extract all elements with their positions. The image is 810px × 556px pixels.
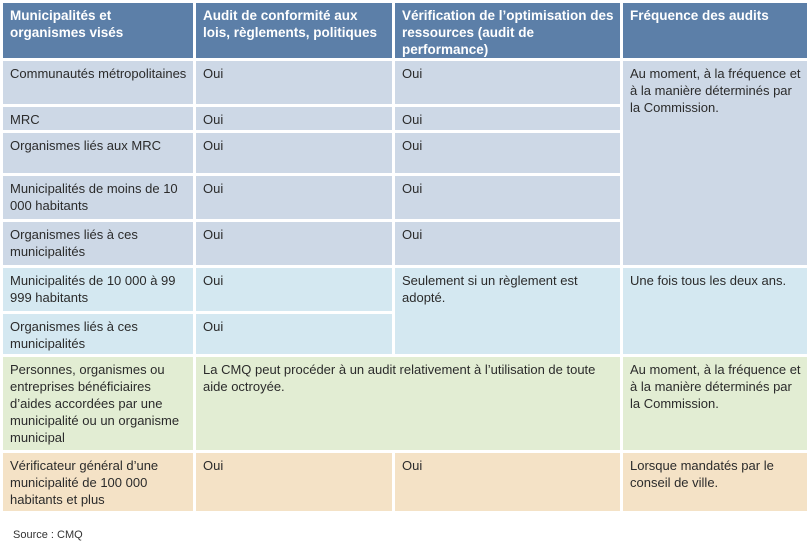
conformite-cell: Oui: [196, 61, 392, 104]
source-note: Source : CMQ: [13, 529, 83, 541]
conformite-cell: Oui: [196, 107, 392, 130]
entity-cell: Communautés métropolitaines: [3, 61, 193, 104]
entity-cell: Municipalités de 10 000 à 99 999 habitants: [3, 268, 193, 311]
conformite-cell: Oui: [196, 222, 392, 265]
conformite-cell: Oui: [196, 453, 392, 511]
header-conformite: Audit de conformité aux lois, règlements, politiques: [196, 3, 392, 58]
table-row: [3, 453, 807, 511]
entity-cell: Organismes liés aux MRC: [3, 133, 193, 173]
entity-cell: Vérificateur général d’une municipalité de 100 000 habitants et plus: [3, 453, 193, 511]
frequence-cell: Lorsque mandatés par le conseil de ville.: [623, 453, 807, 511]
entity-cell: Personnes, organismes ou entreprises bénéficiaires d’aides accordées par une municipalité ou un organisme municipal: [3, 357, 193, 450]
table-row: [3, 268, 807, 311]
entity-cell: Organismes liés à ces municipalités: [3, 314, 193, 354]
optimisation-cell: Oui: [395, 453, 620, 511]
optimisation-cell: Oui: [395, 176, 620, 219]
entity-cell: MRC: [3, 107, 193, 130]
header-entities: Municipalités et organismes visés: [3, 3, 193, 58]
conformite-cell: Oui: [196, 314, 392, 354]
header-optimisation: Vérification de l’optimisation des ressources (audit de performance): [395, 3, 620, 58]
conformite-cell: Oui: [196, 176, 392, 219]
optimisation-cell: Oui: [395, 107, 620, 130]
table-row: [3, 357, 807, 450]
frequence-cell: Au moment, à la fréquence et à la manière déterminés par la Commission.: [623, 61, 807, 265]
header-frequence: Fréquence des audits: [623, 3, 807, 58]
conformite-cell: Oui: [196, 133, 392, 173]
audit-cell: La CMQ peut procéder à un audit relativement à l’utilisation de toute aide octroyée.: [196, 357, 620, 450]
frequence-cell: Une fois tous les deux ans.: [623, 268, 807, 354]
entity-cell: Municipalités de moins de 10 000 habitants: [3, 176, 193, 219]
optimisation-cell: Seulement si un règlement est adopté.: [395, 268, 620, 354]
optimisation-cell: Oui: [395, 222, 620, 265]
optimisation-cell: Oui: [395, 133, 620, 173]
optimisation-cell: Oui: [395, 61, 620, 104]
frequence-cell: Au moment, à la fréquence et à la manière déterminés par la Commission.: [623, 357, 807, 450]
conformite-cell: Oui: [196, 268, 392, 311]
entity-cell: Organismes liés à ces municipalités: [3, 222, 193, 265]
table-row: [3, 61, 807, 104]
header-row: [3, 3, 807, 58]
